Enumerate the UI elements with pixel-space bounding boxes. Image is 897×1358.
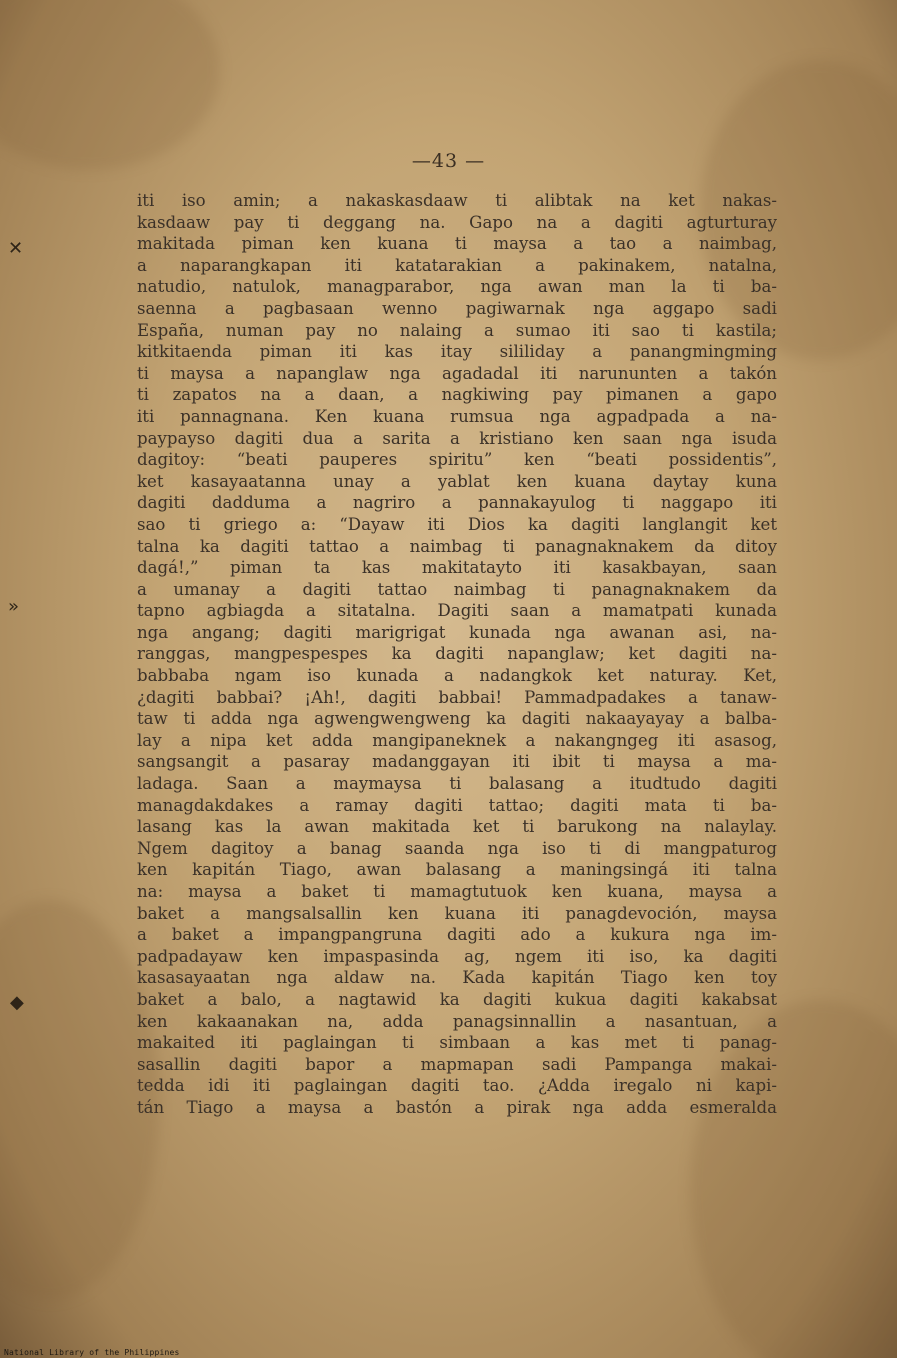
text-line: kasdaaw pay ti deggang na. Gapo na a dagiti agturturay — [137, 212, 777, 232]
text-line: a naparangkapan iti katatarakian a pakinakem, natalna, — [137, 255, 777, 275]
text-line: makaited iti paglaingan ti simbaan a kas met ti panag- — [137, 1033, 777, 1053]
margin-mark: ✕ — [8, 238, 24, 259]
margin-mark: ◆ — [10, 992, 24, 1013]
text-line: kasasayaatan nga aldaw na. Kada kapitán Tiago ken toy — [137, 968, 777, 988]
paper-stain — [0, 900, 160, 1300]
text-line: managdakdakes a ramay dagiti tattao; dagiti mata ti ba- — [137, 795, 777, 815]
text-line: natudio, natulok, managparabor, nga awan man la ti ba- — [137, 277, 777, 297]
text-line: ti zapatos na a daan, a nagkiwing pay pimanen a gapo — [137, 385, 777, 405]
text-line: taw ti adda nga agwengwengweng ka dagiti nakaayayay a balba- — [137, 709, 777, 729]
text-line: ranggas, mangpespespes ka dagiti napanglaw; ket dagiti na- — [137, 644, 777, 664]
paper-stain — [0, 0, 220, 170]
text-line: ken kakaanakan na, adda panagsinnallin a nasantuan, a — [137, 1011, 777, 1031]
text-line: baket a balo, a nagtawid ka dagiti kukua dagiti kakabsat — [137, 989, 777, 1009]
text-line: iti iso amin; a nakaskasdaaw ti alibtak na ket nakas- — [137, 191, 777, 210]
text-line: nga angang; dagiti marigrigat kunada nga awanan asi, na- — [137, 622, 777, 642]
page-number: —43 — — [411, 150, 486, 172]
text-line: saenna a pagbasaan wenno pagiwarnak nga aggapo sadi — [137, 298, 777, 318]
text-line: ladaga. Saan a maymaysa ti balasang a itudtudo dagiti — [137, 774, 777, 794]
text-line: makitada piman ken kuana ti maysa a tao a naimbag, — [137, 234, 777, 254]
text-line: padpadayaw ken impaspasinda ag, ngem iti iso, ka dagiti — [137, 946, 777, 966]
margin-mark: » — [8, 596, 20, 617]
text-line: a baket a impangpangruna dagiti ado a kukura nga im- — [137, 925, 777, 945]
text-line: kitkitaenda piman iti kas itay sililiday a panangmingming — [137, 342, 777, 362]
text-line: tedda idi iti paglaingan dagiti tao. ¿Adda iregalo ni kapi- — [137, 1076, 777, 1096]
text-line: ket kasayaatanna unay a yablat ken kuana daytay kuna — [137, 471, 777, 491]
text-line: dagitoy: “beati pauperes spiritu” ken “beati possidentis”, — [137, 450, 777, 470]
body-text — [137, 190, 777, 1119]
text-line: ¿dagiti babbai? ¡Ah!, dagiti babbai! Pammadpadakes a tanaw- — [137, 687, 777, 707]
library-credit: National Library of the Philippines — [4, 1348, 180, 1357]
text-line: ti maysa a napanglaw nga agadadal iti narununten a takón — [137, 363, 777, 383]
text-line: tán Tiago a maysa a bastón a pirak nga adda esmeralda — [137, 1097, 777, 1117]
text-line: España, numan pay no nalaing a sumao iti sao ti kastila; — [137, 320, 777, 340]
text-line: babbaba ngam iso kunada a nadangkok ket naturay. Ket, — [137, 666, 777, 686]
text-line: na: maysa a baket ti mamagtutuok ken kuana, maysa a — [137, 882, 777, 901]
text-line: ken kapitán Tiago, awan balasang a maningsingá iti talna — [137, 860, 777, 880]
text-line: sao ti griego a: “Dayaw iti Dios ka dagiti langlangit ket — [137, 514, 777, 534]
text-line: sangsangit a pasaray madanggayan iti ibit ti maysa a ma- — [137, 752, 777, 772]
text-line: dagá!,” piman ta kas makitatayto iti kasakbayan, saan — [137, 558, 777, 578]
text-line: sasallin dagiti bapor a mapmapan sadi Pampanga makai- — [137, 1054, 777, 1074]
text-line: dagiti dadduma a nagriro a pannakayulog ti naggapo iti — [137, 493, 777, 513]
text-line: a umanay a dagiti tattao naimbag ti panagnaknakem da — [137, 579, 777, 599]
text-line: talna ka dagiti tattao a naimbag ti panagnaknakem da ditoy — [137, 536, 777, 556]
text-line: Ngem dagitoy a banag saanda nga iso ti di mangpaturog — [137, 838, 777, 858]
text-line: lasang kas la awan makitada ket ti barukong na nalaylay. — [137, 817, 777, 837]
text-line: iti pannagnana. Ken kuana rumsua nga agpadpada a na- — [137, 406, 777, 426]
text-line: baket a mangsalsallin ken kuana iti panagdevoción, maysa — [137, 903, 777, 923]
text-line: lay a nipa ket adda mangipaneknek a nakangngeg iti asasog, — [137, 730, 777, 750]
text-line: tapno agbiagda a sitatalna. Dagiti saan a mamatpati kunada — [137, 601, 777, 621]
text-line: paypayso dagiti dua a sarita a kristiano ken saan nga isuda — [137, 428, 777, 448]
